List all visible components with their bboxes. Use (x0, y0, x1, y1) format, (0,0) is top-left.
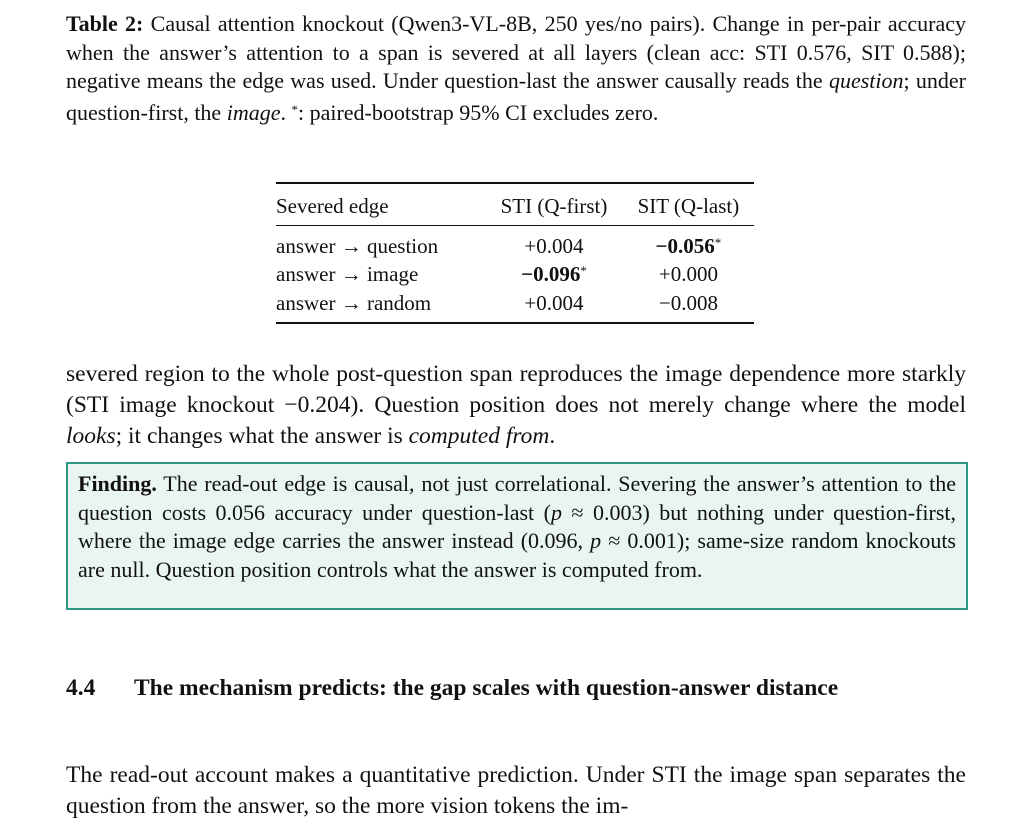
cell-edge: answer → random (276, 290, 432, 315)
cell-sit (623, 226, 754, 261)
column-header-sit: SIT (Q-last) (637, 193, 740, 218)
finding-box (66, 462, 968, 610)
finding-text: ≈ 0.003) but nothing under question-first, where the image edge carries the answer instead (0.096, (78, 499, 956, 553)
table-caption-label: Table 2: (66, 11, 144, 36)
paragraph-emphasis: looks (66, 423, 116, 449)
section-title: The mechanism predicts: the gap scales with question-answer distance (134, 675, 839, 701)
paragraph-text: . (549, 423, 556, 449)
table-row (276, 289, 754, 323)
cell-sti-value: −0.096 (521, 262, 581, 287)
table-caption-text: . (280, 99, 292, 125)
cell-sit-value: −0.056 (655, 233, 715, 258)
cell-sit-value: −0.008 (658, 290, 718, 315)
knockout-table (276, 182, 754, 324)
cell-sit (623, 289, 754, 323)
significance-star: * (714, 234, 722, 250)
cell-sit-value: +0.000 (658, 262, 718, 287)
table-caption (66, 10, 966, 127)
column-header-severed-edge: Severed edge (276, 193, 389, 218)
table-header-row (276, 183, 754, 226)
cell-sti-value: +0.004 (524, 290, 584, 315)
cell-sti (485, 261, 623, 290)
paragraph-text: The read-out account makes a quantitative prediction. Under STI the image span separates the question from the answer, so the more vision tokens the im- (66, 762, 966, 819)
cell-sti (485, 226, 623, 261)
significance-star: * (291, 101, 298, 117)
column-header-sti: STI (Q-first) (500, 193, 608, 218)
paragraph-emphasis: computed from (408, 423, 550, 449)
body-paragraph (66, 359, 966, 452)
finding-text: ≈ 0.001); same-size random knockouts are null. Question position controls what the answer is computed from. (78, 528, 956, 582)
cell-edge: answer → question (276, 233, 439, 258)
significance-star: * (580, 263, 587, 279)
p-value-symbol: p (590, 528, 602, 553)
table-row (276, 226, 754, 261)
table-caption-emphasis: question (828, 68, 904, 93)
table-caption-text: : paired-bootstrap 95% CI excludes zero. (297, 99, 659, 125)
cell-edge: answer → image (276, 262, 419, 287)
table-row (276, 261, 754, 290)
cell-sit (623, 261, 754, 290)
cell-sti-value: +0.004 (524, 233, 584, 258)
cell-sti (485, 289, 623, 323)
table-caption-emphasis: image (226, 99, 281, 125)
paragraph-text: severed region to the whole post-question span reproduces the image dependence more starkly (STI image knockout −0.204). Question position does not merely change where the model (66, 361, 966, 418)
table-caption-text: ; under question-first, the (66, 68, 966, 125)
paragraph-text: ; it changes what the answer is (115, 423, 409, 449)
body-paragraph (66, 760, 966, 822)
table-caption-text: Causal attention knockout (Qwen3-VL-8B, 250 yes/no pairs). Change in per-pair accuracy when the answer’s attention to a span is severed at all layers (clean acc: STI 0.576, SIT 0.588); negative means the edge was used. Under question-last the answer causally reads the (66, 11, 966, 93)
section-number: 4.4 (66, 675, 96, 701)
finding-label: Finding. (78, 471, 157, 496)
finding-text: The read-out edge is causal, not just correlational. Severing the answer’s attention to the question costs 0.056 accuracy under question-last ( (78, 471, 956, 525)
p-value-symbol: p (550, 499, 562, 525)
